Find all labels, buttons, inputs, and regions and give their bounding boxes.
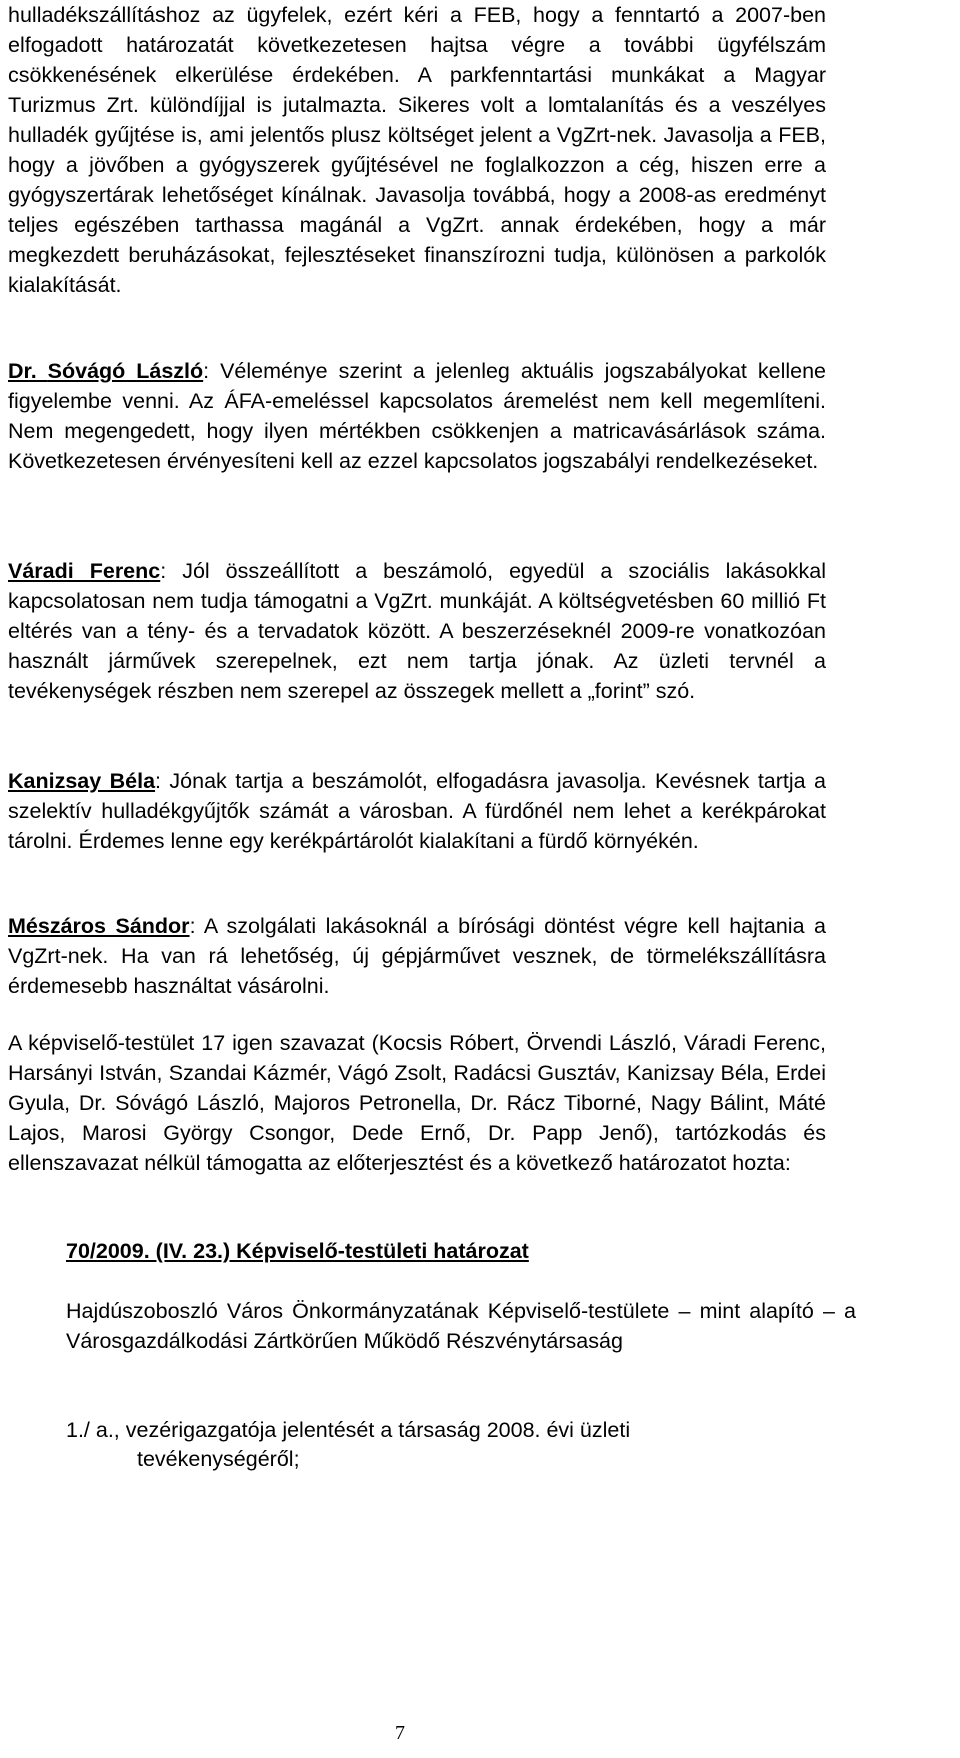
resolution-item-1-continued: tevékenységéről;: [137, 1447, 300, 1471]
speaker-text: : Jól összeállított a beszámoló, egyedül a szociális lakásokkal kapcsolatosan nem tudja támogatni a VgZrt. munkáját. A költségvetésben 60 millió Ft eltérés van a tény- és a tervadatok között. A beszerzéseknél 2009-re vonatkozóan használt járművek szerepelnek, ezt nem tartja jónak. Az üzleti tervnél a tevékenységek részben nem szerepel az összegek mellett a „forint” szó.: [8, 559, 826, 703]
resolution-title: 70/2009. (IV. 23.) Képviselő-testületi határozat: [66, 1239, 529, 1263]
page-number: 7: [395, 1722, 405, 1744]
speaker-prefix: Dr.: [8, 359, 48, 383]
paragraph-sovago: [8, 356, 826, 476]
speaker-text: : A szolgálati lakásoknál a bírósági döntést végre kell hajtania a VgZrt-nek. Ha van rá lehetőség, új gépjárművet vesznek, de törmelékszállításra érdemesebb használtat vásárolni.: [8, 914, 826, 998]
paragraph-resolution-body: Hajdúszoboszló Város Önkormányzatának Képviselő-testülete – mint alapító – a Városgazdálkodási Zártkörűen Működő Részvénytársaság: [66, 1299, 856, 1353]
speaker-name: Kanizsay Béla: [8, 769, 156, 793]
resolution-item-1: 1./ a., vezérigazgatója jelentését a társaság 2008. évi üzleti: [66, 1418, 631, 1442]
paragraph-varadi: [8, 556, 826, 706]
speaker-name: Mészáros Sándor: [8, 914, 190, 938]
paragraph-vote: A képviselő-testület 17 igen szavazat (Kocsis Róbert, Örvendi László, Váradi Ferenc, Harsányi István, Szandai Kázmér, Vágó Zsolt, Radácsi Gusztáv, Kanizsay Béla, Erdei Gyula, Dr. Sóvágó László, Majoros Petronella, Dr. Rácz Tiborné, Nagy Bálint, Máté Lajos, Marosi György Csongor, Dede Ernő, Dr. Papp Jenő), tartózkodás és ellenszavazat nélkül támogatta az előterjesztést és a következő határozatot hozta:: [8, 1031, 826, 1175]
speaker-name: Váradi Ferenc: [8, 559, 161, 583]
paragraph-feb-report: hulladékszállításhoz az ügyfelek, ezért kéri a FEB, hogy a fenntartó a 2007-ben elfogadott határozatát következetesen hajtsa végre a további ügyfélszám csökkenésének elkerülése érdekében. A parkfenntartási munkákat a Magyar Turizmus Zrt. különdíjjal is jutalmazta. Sikeres volt a lomtalanítás és a veszélyes hulladék gyűjtése is, ami jelentős plusz költséget jelent a VgZrt-nek. Javasolja a FEB, hogy a jövőben a gyógyszerek gyűjtésével ne foglalkozzon a cég, hiszen erre a gyógyszertárak lehetőséget kínálnak. Javasolja továbbá, hogy a 2008-as eredményt teljes egészében tarthassa magánál a VgZrt. annak érdekében, hogy a már megkezdett beruházásokat, fejlesztéseket finanszírozni tudja, különösen a parkolók kialakítását.: [8, 3, 826, 297]
paragraph-kanizsay: [8, 766, 826, 856]
speaker-text: : Jónak tartja a beszámolót, elfogadásra javasolja. Kevésnek tartja a szelektív hulladékgyűjtők számát a városban. A fürdőnél nem lehet a kerékpárokat tárolni. Érdemes lenne egy kerékpártárolót kialakítani a fürdő környékén.: [8, 769, 826, 853]
speaker-name: Sóvágó László: [47, 359, 204, 383]
speaker-text: : Véleménye szerint a jelenleg aktuális jogszabályokat kellene figyelembe venni. Az ÁFA-emeléssel kapcsolatos áremelést nem kell megemlíteni. Nem megengedett, hogy ilyen mértékben csökkenjen a matricavásárlások száma. Következetesen érvényesíteni kell az ezzel kapcsolatos jogszabályi rendelkezéseket.: [8, 359, 826, 473]
paragraph-meszaros: [8, 911, 826, 1001]
